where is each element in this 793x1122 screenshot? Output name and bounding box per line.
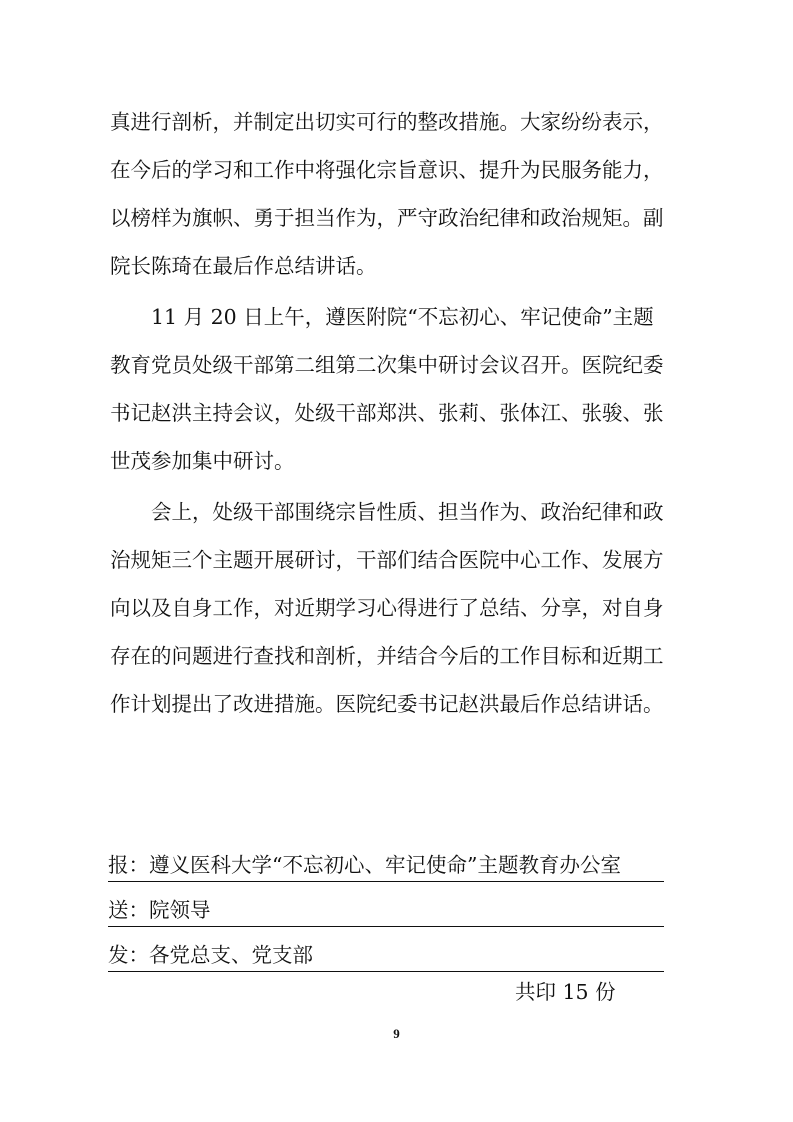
underline-rule	[108, 881, 664, 882]
copies-count: 共印 15 份	[515, 980, 616, 1004]
text-line: 院长陈琦在最后作总结讲话。	[110, 254, 377, 278]
text-line: 存在的问题进行查找和剖析，并结合今后的工作目标和近期工	[110, 644, 664, 668]
paragraph-3	[110, 488, 685, 728]
text-line: 真进行剖析，并制定出切实可行的整改措施。大家纷纷表示，	[110, 110, 664, 134]
text-line: 会上，处级干部围绕宗旨性质、担当作为、政治纪律和政	[110, 500, 664, 524]
paragraph-1	[110, 98, 685, 290]
text-line: 向以及自身工作，对近期学习心得进行了总结、分享，对自身	[110, 596, 664, 620]
page-number: 9	[393, 1026, 400, 1041]
body-text	[110, 98, 685, 728]
paragraph-2	[110, 293, 685, 485]
report-to-text: 报：遵义医科大学“不忘初心、牢记使命”主题教育办公室	[108, 853, 621, 877]
send-to-line	[108, 893, 668, 938]
text-line: 11 月 20 日上午，遵医附院“不忘初心、牢记使命”主题	[110, 305, 654, 329]
text-line: 世茂参加集中研讨。	[110, 449, 295, 473]
text-line: 书记赵洪主持会议，处级干部郑洪、张莉、张体江、张骏、张	[110, 401, 664, 425]
text-line: 教育党员处级干部第二组第二次集中研讨会议召开。医院纪委	[110, 353, 664, 377]
issue-to-text: 发：各党总支、党支部	[108, 943, 313, 967]
report-to-line	[108, 848, 668, 893]
text-line: 在今后的学习和工作中将强化宗旨意识、提升为民服务能力，	[110, 158, 664, 182]
text-line: 以榜样为旗帜、勇于担当作为，严守政治纪律和政治规矩。副	[110, 206, 664, 230]
send-to-text: 送：院领导	[108, 898, 211, 922]
underline-rule	[108, 926, 664, 927]
underline-rule	[108, 971, 664, 972]
text-line: 治规矩三个主题开展研讨，干部们结合医院中心工作、发展方	[110, 548, 664, 572]
text-line: 作计划提出了改进措施。医院纪委书记赵洪最后作总结讲话。	[110, 692, 664, 716]
distribution-block	[108, 848, 668, 983]
